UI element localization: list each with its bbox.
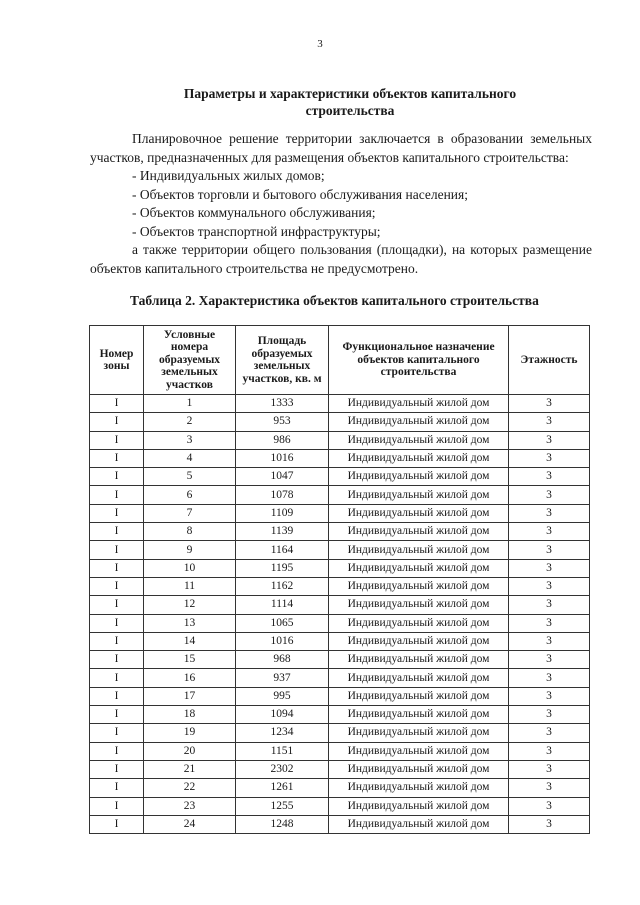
cell-floors: 3	[509, 724, 590, 742]
cell-function: Индивидуальный жилой дом	[329, 541, 509, 559]
cell-floors: 3	[509, 596, 590, 614]
cell-plot-number: 4	[144, 449, 236, 467]
cell-floors: 3	[509, 797, 590, 815]
cell-area: 1195	[236, 559, 329, 577]
cell-zone: I	[90, 541, 144, 559]
cell-area: 995	[236, 687, 329, 705]
cell-zone: I	[90, 651, 144, 669]
cell-plot-number: 10	[144, 559, 236, 577]
cell-floors: 3	[509, 687, 590, 705]
cell-zone: I	[90, 468, 144, 486]
cell-function: Индивидуальный жилой дом	[329, 449, 509, 467]
cell-plot-number: 19	[144, 724, 236, 742]
cell-plot-number: 8	[144, 523, 236, 541]
cell-zone: I	[90, 797, 144, 815]
cell-floors: 3	[509, 614, 590, 632]
cell-plot-number: 22	[144, 779, 236, 797]
cell-area: 1234	[236, 724, 329, 742]
cell-plot-number: 21	[144, 760, 236, 778]
cell-plot-number: 20	[144, 742, 236, 760]
cell-plot-number: 7	[144, 504, 236, 522]
cell-function: Индивидуальный жилой дом	[329, 395, 509, 413]
intro-paragraph: Планировочное решение территории заключается в образовании земельных участков, предназначенных для размещения объектов капитального строительства:	[90, 131, 592, 165]
cell-floors: 3	[509, 486, 590, 504]
table-row	[90, 760, 590, 778]
cell-plot-number: 23	[144, 797, 236, 815]
cell-floors: 3	[509, 669, 590, 687]
header-plot-area: Площадь образуемых земельных участков, кв. м	[236, 326, 329, 395]
cell-area: 1261	[236, 779, 329, 797]
cell-floors: 3	[509, 706, 590, 724]
table-row	[90, 541, 590, 559]
cell-function: Индивидуальный жилой дом	[329, 413, 509, 431]
cell-area: 937	[236, 669, 329, 687]
cell-area: 1078	[236, 486, 329, 504]
cell-area: 1065	[236, 614, 329, 632]
cell-function: Индивидуальный жилой дом	[329, 632, 509, 650]
objects-table	[89, 325, 590, 834]
cell-function: Индивидуальный жилой дом	[329, 486, 509, 504]
bullet-item: - Объектов торговли и бытового обслуживания населения;	[132, 186, 468, 202]
cell-plot-number: 12	[144, 596, 236, 614]
table-row	[90, 815, 590, 833]
cell-area: 1162	[236, 577, 329, 595]
cell-zone: I	[90, 504, 144, 522]
table-row	[90, 632, 590, 650]
cell-plot-number: 13	[144, 614, 236, 632]
table-row	[90, 687, 590, 705]
cell-floors: 3	[509, 504, 590, 522]
cell-function: Индивидуальный жилой дом	[329, 760, 509, 778]
cell-area: 1164	[236, 541, 329, 559]
cell-zone: I	[90, 486, 144, 504]
cell-zone: I	[90, 760, 144, 778]
table-row	[90, 577, 590, 595]
header-floors: Этажность	[509, 326, 590, 395]
table-row	[90, 523, 590, 541]
table-row	[90, 596, 590, 614]
cell-area: 2302	[236, 760, 329, 778]
cell-floors: 3	[509, 760, 590, 778]
cell-function: Индивидуальный жилой дом	[329, 724, 509, 742]
cell-function: Индивидуальный жилой дом	[329, 742, 509, 760]
cell-floors: 3	[509, 651, 590, 669]
cell-function: Индивидуальный жилой дом	[329, 706, 509, 724]
cell-zone: I	[90, 779, 144, 797]
cell-area: 986	[236, 431, 329, 449]
section-heading: Параметры и характеристики объектов капитального строительства	[183, 86, 517, 118]
cell-floors: 3	[509, 541, 590, 559]
cell-zone: I	[90, 395, 144, 413]
table-row	[90, 559, 590, 577]
cell-floors: 3	[509, 431, 590, 449]
header-plot-numbers: Условные номера образуемых земельных участков	[144, 326, 236, 395]
cell-floors: 3	[509, 468, 590, 486]
header-zone-number: Номер зоны	[90, 326, 144, 395]
cell-function: Индивидуальный жилой дом	[329, 614, 509, 632]
cell-area: 1333	[236, 395, 329, 413]
cell-floors: 3	[509, 815, 590, 833]
cell-floors: 3	[509, 559, 590, 577]
table-row	[90, 413, 590, 431]
cell-function: Индивидуальный жилой дом	[329, 779, 509, 797]
cell-plot-number: 1	[144, 395, 236, 413]
cell-zone: I	[90, 523, 144, 541]
cell-area: 1094	[236, 706, 329, 724]
cell-floors: 3	[509, 632, 590, 650]
table-row	[90, 669, 590, 687]
cell-zone: I	[90, 724, 144, 742]
table-row	[90, 779, 590, 797]
cell-zone: I	[90, 559, 144, 577]
cell-plot-number: 11	[144, 577, 236, 595]
cell-function: Индивидуальный жилой дом	[329, 651, 509, 669]
cell-area: 1255	[236, 797, 329, 815]
cell-function: Индивидуальный жилой дом	[329, 504, 509, 522]
table-row	[90, 395, 590, 413]
cell-zone: I	[90, 632, 144, 650]
body-text	[90, 130, 592, 278]
cell-function: Индивидуальный жилой дом	[329, 669, 509, 687]
cell-zone: I	[90, 596, 144, 614]
cell-plot-number: 3	[144, 431, 236, 449]
table-header-row	[90, 326, 590, 395]
outro-paragraph: а также территории общего пользования (площадки), на которых размещение объектов капитального строительства не предусмотрено.	[90, 242, 592, 276]
table-title: Таблица 2. Характеристика объектов капитального строительства	[130, 293, 539, 308]
cell-zone: I	[90, 449, 144, 467]
cell-area: 1114	[236, 596, 329, 614]
cell-plot-number: 15	[144, 651, 236, 669]
cell-zone: I	[90, 815, 144, 833]
cell-floors: 3	[509, 779, 590, 797]
bullet-item: - Индивидуальных жилых домов;	[132, 168, 325, 183]
cell-area: 1016	[236, 632, 329, 650]
cell-plot-number: 9	[144, 541, 236, 559]
cell-area: 1016	[236, 449, 329, 467]
cell-plot-number: 16	[144, 669, 236, 687]
cell-area: 1109	[236, 504, 329, 522]
table-row	[90, 468, 590, 486]
cell-area: 1248	[236, 815, 329, 833]
cell-area: 1139	[236, 523, 329, 541]
cell-plot-number: 2	[144, 413, 236, 431]
cell-area: 953	[236, 413, 329, 431]
cell-zone: I	[90, 413, 144, 431]
cell-function: Индивидуальный жилой дом	[329, 559, 509, 577]
cell-function: Индивидуальный жилой дом	[329, 815, 509, 833]
table-row	[90, 504, 590, 522]
cell-floors: 3	[509, 413, 590, 431]
table-row	[90, 651, 590, 669]
cell-function: Индивидуальный жилой дом	[329, 523, 509, 541]
cell-function: Индивидуальный жилой дом	[329, 596, 509, 614]
cell-function: Индивидуальный жилой дом	[329, 687, 509, 705]
bullet-item: - Объектов коммунального обслуживания;	[132, 205, 376, 220]
cell-plot-number: 18	[144, 706, 236, 724]
cell-zone: I	[90, 687, 144, 705]
table-row	[90, 742, 590, 760]
cell-function: Индивидуальный жилой дом	[329, 797, 509, 815]
cell-zone: I	[90, 431, 144, 449]
cell-floors: 3	[509, 395, 590, 413]
page-number: 3	[317, 38, 323, 50]
table-row	[90, 449, 590, 467]
header-function: Функциональное назначение объектов капитального строительства	[329, 326, 509, 395]
cell-area: 1047	[236, 468, 329, 486]
table-row	[90, 431, 590, 449]
cell-function: Индивидуальный жилой дом	[329, 431, 509, 449]
table-row	[90, 486, 590, 504]
table-row	[90, 614, 590, 632]
cell-floors: 3	[509, 577, 590, 595]
cell-zone: I	[90, 742, 144, 760]
cell-area: 1151	[236, 742, 329, 760]
table-row	[90, 724, 590, 742]
cell-zone: I	[90, 706, 144, 724]
cell-floors: 3	[509, 449, 590, 467]
bullet-item: - Объектов транспортной инфраструктуры;	[132, 223, 381, 239]
cell-plot-number: 17	[144, 687, 236, 705]
cell-plot-number: 6	[144, 486, 236, 504]
cell-zone: I	[90, 669, 144, 687]
cell-function: Индивидуальный жилой дом	[329, 577, 509, 595]
table-row	[90, 797, 590, 815]
table-row	[90, 706, 590, 724]
cell-floors: 3	[509, 742, 590, 760]
cell-function: Индивидуальный жилой дом	[329, 468, 509, 486]
cell-plot-number: 5	[144, 468, 236, 486]
cell-area: 968	[236, 651, 329, 669]
cell-plot-number: 14	[144, 632, 236, 650]
cell-zone: I	[90, 614, 144, 632]
cell-floors: 3	[509, 523, 590, 541]
cell-zone: I	[90, 577, 144, 595]
cell-plot-number: 24	[144, 815, 236, 833]
